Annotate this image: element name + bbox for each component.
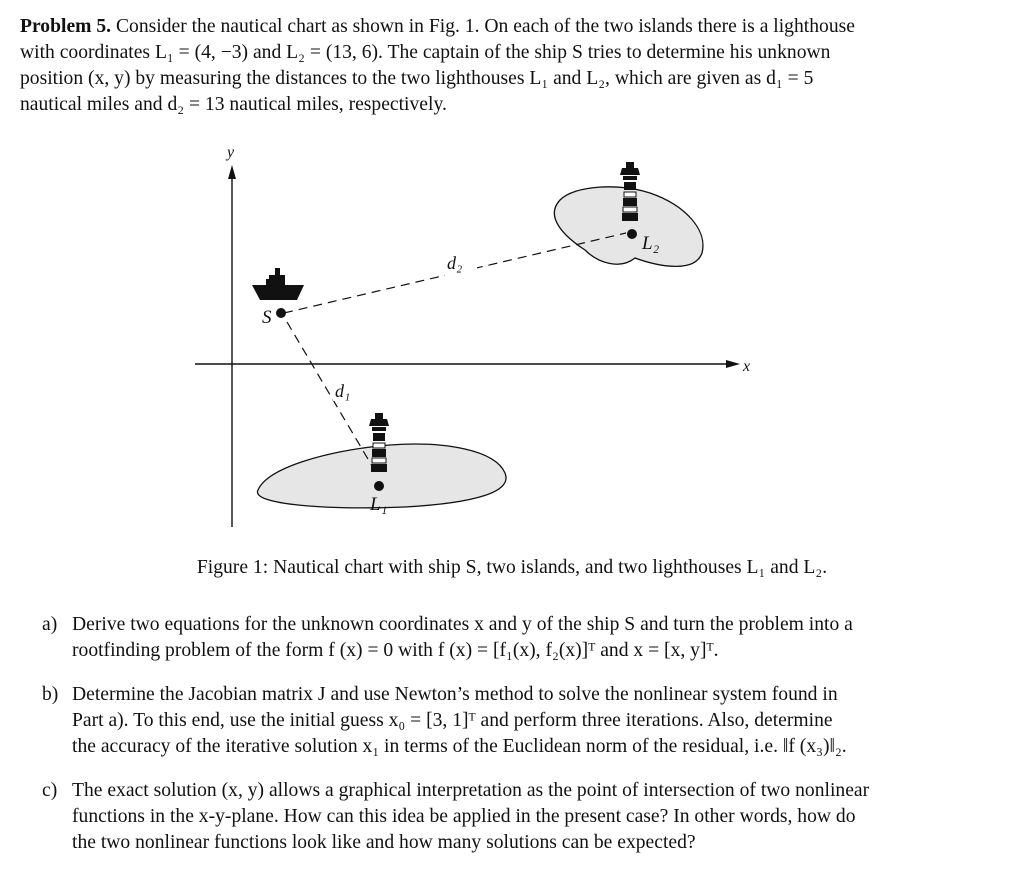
part-body <box>72 612 1002 664</box>
part-line: Part a). To this end, use the initial guess x₀ = [3, 1]ᵀ and perform three iterations. Also, determine <box>72 710 833 731</box>
intro-line: with coordinates L₁ = (4, −3) and L₂ = (13, 6). The captain of the ship S tries to determine his unknown <box>20 42 831 63</box>
nautical-chart-figure <box>180 135 780 535</box>
part-label: b) <box>42 684 59 705</box>
problem-intro <box>20 14 1010 118</box>
x-axis-arrow-icon <box>726 360 740 368</box>
lighthouse-l1-marker <box>374 481 384 491</box>
y-axis-arrow-icon <box>228 165 236 179</box>
intro-line: position (x, y) by measuring the distances to the two lighthouses L₁ and L₂, which are given as d₁ = 5 <box>20 68 814 89</box>
part-line: The exact solution (x, y) allows a graphical interpretation as the point of intersection of two nonlinear <box>72 780 870 801</box>
distance-label-d1: d₁ <box>335 381 351 401</box>
part-label: a) <box>42 614 58 635</box>
part-line: the accuracy of the iterative solution x₁ in terms of the Euclidean norm of the residual, i.e. ‖f (x₃)‖₂. <box>72 736 847 757</box>
lighthouse-l2-marker <box>627 229 637 239</box>
problem-label: Problem 5. <box>20 16 112 37</box>
lighthouse-l1-label: L₁ <box>370 494 388 515</box>
part-line: functions in the x-y-plane. How can this idea be applied in the present case? In other words, how do <box>72 806 856 827</box>
ship-icon <box>252 268 304 300</box>
lighthouse-l1-icon <box>369 413 389 472</box>
distance-label-d2: d₂ <box>447 253 463 273</box>
intro-line: nautical miles and d₂ = 13 nautical miles, respectively. <box>20 94 447 115</box>
part-line: Derive two equations for the unknown coordinates x and y of the ship S and turn the problem into a <box>72 614 853 635</box>
part-body <box>72 778 1002 856</box>
part-body <box>72 682 1002 760</box>
figure-caption: Figure 1: Nautical chart with ship S, two islands, and two lighthouses L₁ and L₂. <box>196 557 828 578</box>
intro-line: Problem 5. Consider the nautical chart as shown in Fig. 1. On each of the two islands there is a lighthouse <box>20 16 855 37</box>
part-line: rootfinding problem of the form f (x) = 0 with f (x) = [f₁(x), f₂(x)]ᵀ and x = [x, y]ᵀ. <box>72 640 719 661</box>
part-line: Determine the Jacobian matrix J and use Newton’s method to solve the nonlinear system found in <box>72 684 838 705</box>
ship-label: S <box>262 307 272 328</box>
y-axis-label: y <box>227 144 235 161</box>
x-axis-label: x <box>743 358 751 375</box>
lighthouse-l2-label: L₂ <box>642 233 660 254</box>
part-label: c) <box>42 780 58 801</box>
part-line: the two nonlinear functions look like and how many solutions can be expected? <box>72 832 696 853</box>
ship-position-marker <box>276 308 286 318</box>
